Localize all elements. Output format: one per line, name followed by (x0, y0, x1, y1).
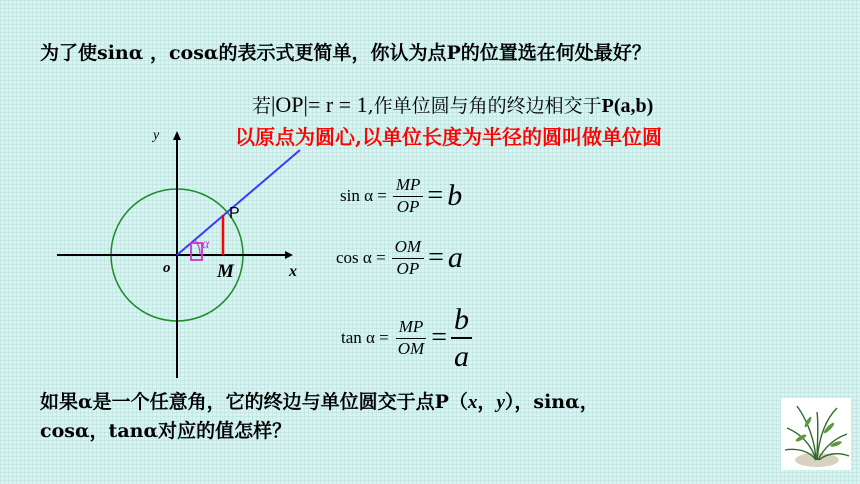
sin-value: b (447, 179, 463, 213)
question-bottom (40, 388, 599, 446)
equals-sign: = (427, 180, 444, 212)
condition-suffix: ,作单位圆与角的终边相交于 (367, 95, 602, 117)
condition-op: |OP| (271, 92, 308, 117)
point-p-label: P (229, 205, 240, 222)
cos-fraction (392, 238, 424, 278)
terminal-side (177, 150, 300, 255)
tan-value-numerator: b (451, 303, 472, 339)
question-bottom-line1: 如果α是一个任意角，它的终边与单位圆交于点P（x，y），sinα， (40, 391, 599, 413)
tan-lhs: tan α = (341, 328, 389, 347)
condition-eq: = r = 1 (307, 92, 368, 117)
cos-denominator: OP (396, 258, 420, 278)
plant-icon (781, 398, 851, 470)
origin-label: o (163, 260, 171, 276)
unit-circle-definition: 以原点为圆心,以单位长度为半径的圆叫做单位圆 (235, 125, 662, 149)
tan-denominator: OM (397, 338, 425, 358)
cos-value: a (447, 241, 463, 275)
cos-formula (336, 238, 463, 278)
tan-value-denominator: a (454, 340, 470, 373)
sin-denominator: OP (396, 196, 420, 216)
tan-numerator: MP (396, 318, 427, 339)
y-axis-label: y (153, 128, 160, 143)
condition-point: P(a,b) (601, 95, 654, 117)
sin-formula (340, 176, 462, 216)
tan-formula (341, 303, 472, 373)
question-bottom-line2: cosα，tanα对应的值怎样？ (40, 420, 292, 442)
cos-numerator: OM (392, 238, 424, 259)
x-axis-label: x (289, 263, 297, 280)
x-axis-arrow (285, 251, 293, 259)
sin-lhs: sin α = (340, 186, 387, 206)
sin-fraction (393, 176, 424, 216)
point-m-label: M (217, 261, 234, 282)
tan-fraction (395, 318, 427, 358)
equals-sign: = (428, 242, 444, 274)
sin-numerator: MP (393, 176, 424, 197)
condition-prefix: 若 (252, 95, 272, 117)
y-axis-arrow (173, 131, 181, 140)
question-top: 为了使sinα ，cosα的表示式更简单，你认为点P的位置选在何处最好？ (40, 42, 651, 64)
equals-sign: = (431, 322, 448, 353)
alpha-label: α (202, 237, 210, 252)
cos-lhs: cos α = (336, 248, 386, 268)
tan-value-fraction (451, 303, 472, 373)
